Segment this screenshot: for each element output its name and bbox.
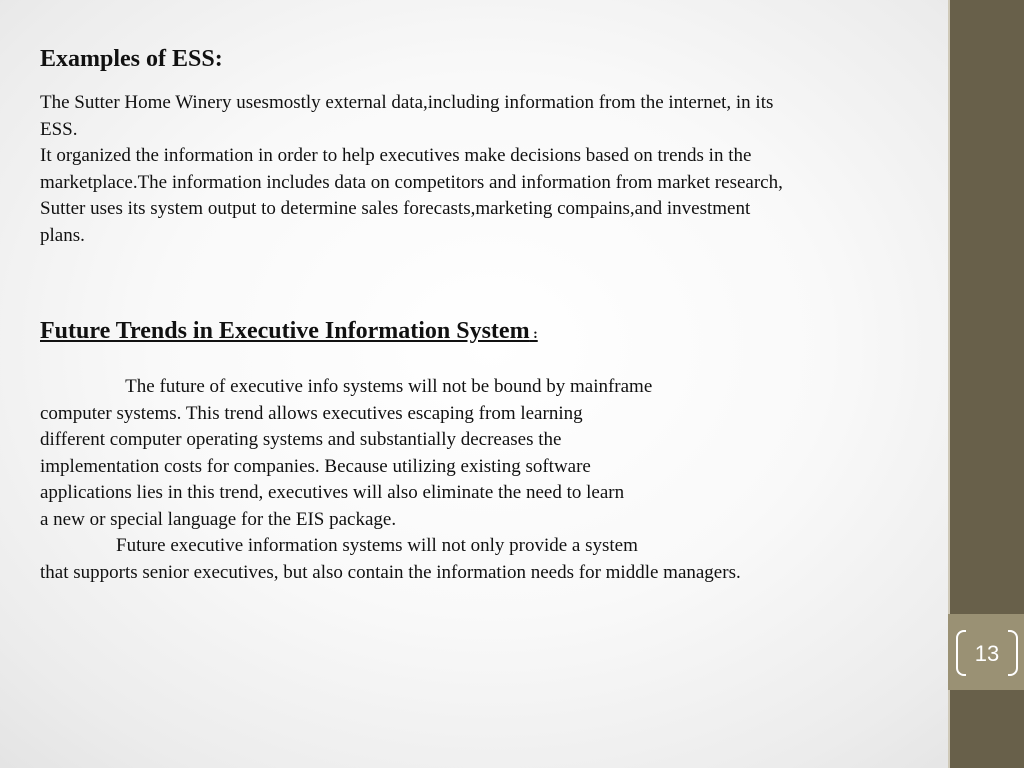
future-trends-heading bbox=[40, 315, 538, 351]
future-trends-heading-text: Future Trends in Executive Information System bbox=[40, 318, 530, 344]
page-number: 13 bbox=[974, 641, 1000, 666]
examples-paragraph: The Sutter Home Winery usesmostly external data,including information from the internet, in its ESS. It organized the information in order to help executives make decisions based on trends in the marketplace.The information includes data on competitors and information from market research, Sutter uses its system output to determine sales forecasts,marketing compains,and investment plans. bbox=[40, 92, 783, 246]
content-area bbox=[40, 44, 960, 249]
page-number-badge bbox=[956, 630, 1018, 678]
future-trends-heading-colon: : bbox=[529, 327, 538, 342]
examples-heading: Examples of ESS: bbox=[40, 46, 223, 72]
future-trends-paragraph: The future of executive info systems will not be bound by mainframe computer systems. This trend allows executives escaping from learning different computer operating systems and substantially decreases the implementation costs for companies. Because utilizing existing software applications lies in this trend, executives will also eliminate the need to learn a new or special language for the EIS package. Future executive information systems will not only provide a system that supports senior executives, but also contain the information needs for middle managers. bbox=[40, 376, 741, 583]
